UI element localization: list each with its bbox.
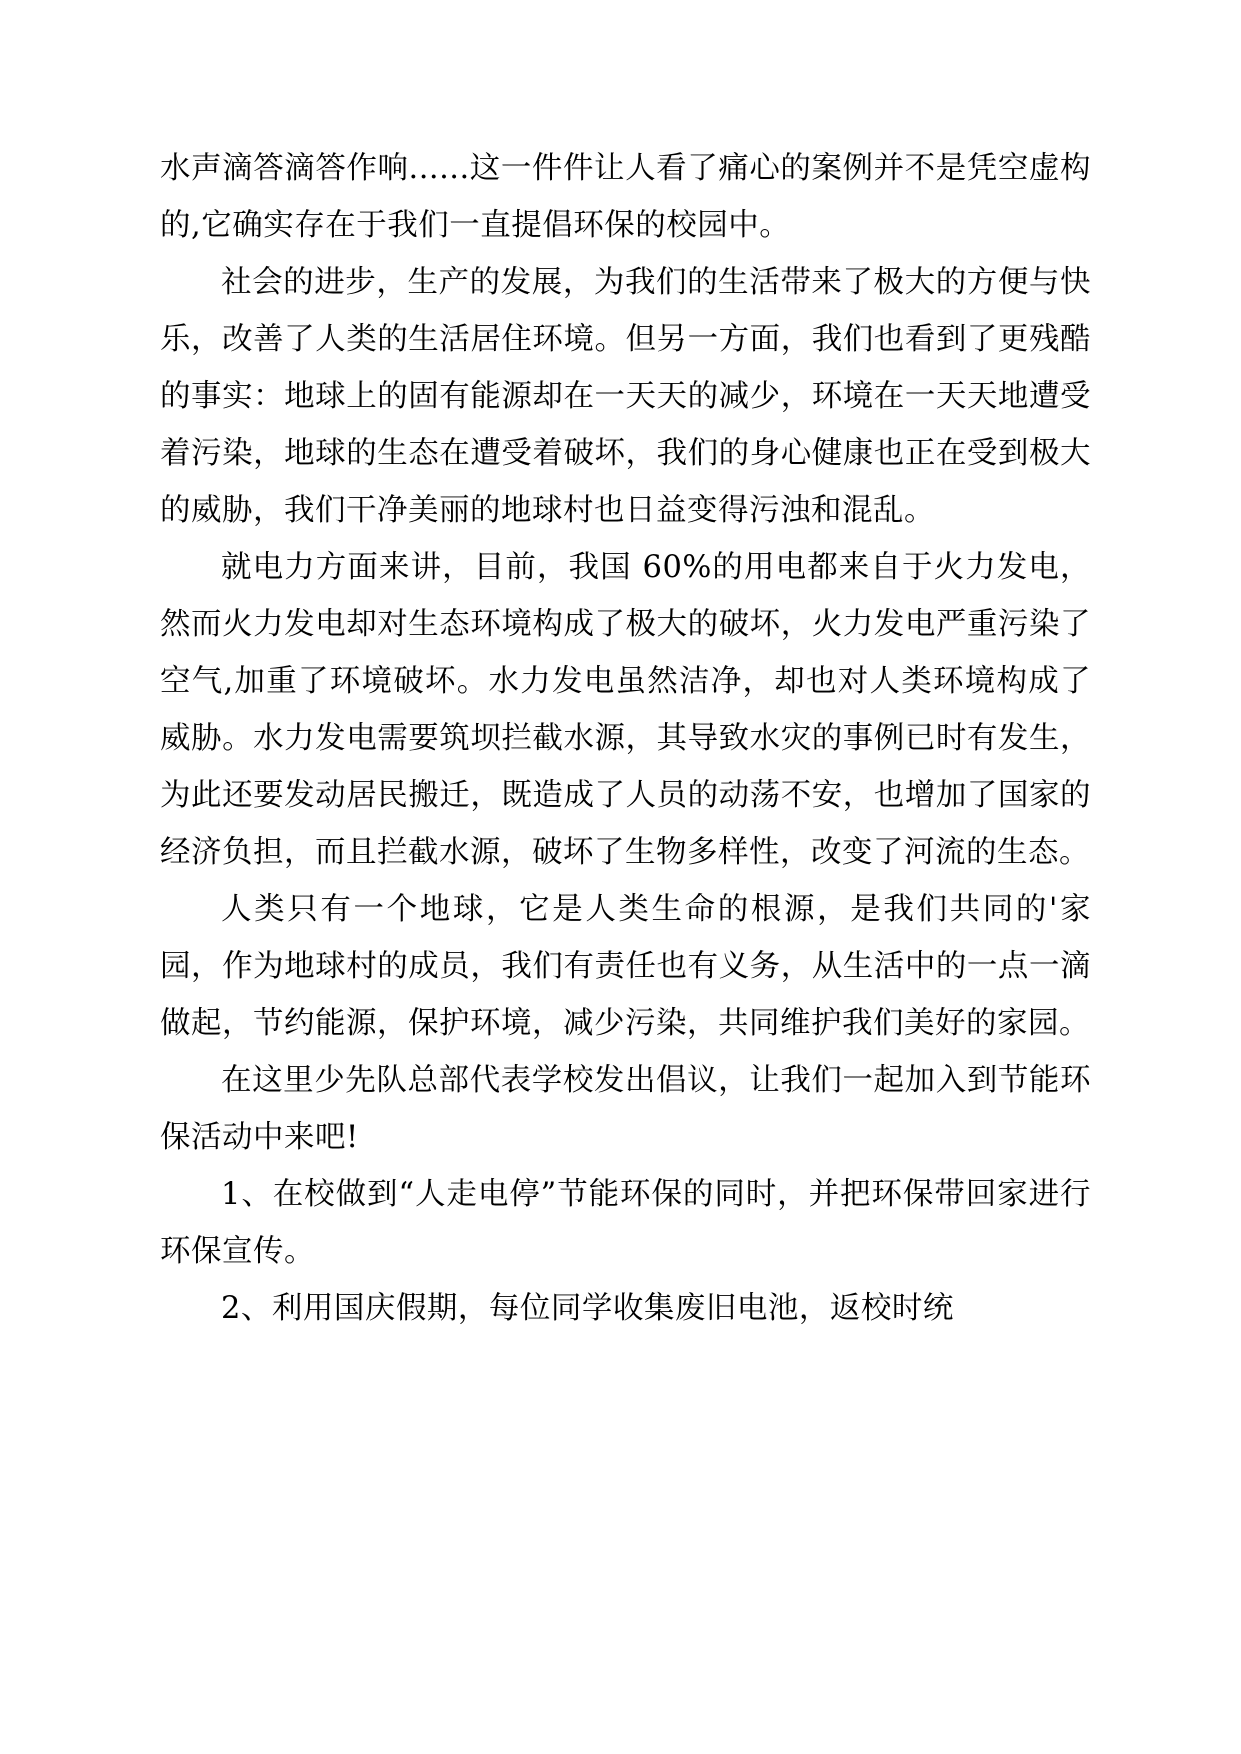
paragraph: 社会的进步，生产的发展，为我们的生活带来了极大的方便与快乐，改善了人类的生活居住环境。但另一方面，我们也看到了更残酷的事实：地球上的固有能源却在一天天的减少，环境在一天天地遭受着污染，地球的生态在遭受着破坏，我们的身心健康也正在受到极大的威胁，我们干净美丽的地球村也日益变得污浊和混乱。 [160, 265, 1091, 528]
paragraph: 人类只有一个地球，它是人类生命的根源，是我们共同的'家园，作为地球村的成员，我们有责任也有义务，从生活中的一点一滴做起，节约能源，保护环境，减少污染，共同维护我们美好的家园。 [160, 892, 1091, 1041]
paragraph: 就电力方面来讲，目前，我国 60%的用电都来自于火力发电，然而火力发电却对生态环境构成了极大的破坏，火力发电严重污染了空气,加重了环境破坏。水力发电虽然洁净，却也对人类环境构成了威胁。水力发电需要筑坝拦截水源，其导致水灾的事例已时有发生，为此还要发动居民搬迁，既造成了人员的动荡不安，也增加了国家的经济负担，而且拦截水源，破坏了生物多样性，改变了河流的生态。 [160, 550, 1091, 870]
paragraph: 1、在校做到“人走电停”节能环保的同时，并把环保带回家进行环保宣传。 [160, 1177, 1091, 1269]
paragraph: 在这里少先队总部代表学校发出倡议，让我们一起加入到节能环保活动中来吧! [160, 1063, 1091, 1155]
paragraph: 水声滴答滴答作响......这一件件让人看了痛心的案例并不是凭空虚构的,它确实存在于我们一直提倡环保的校园中。 [160, 151, 1091, 243]
paragraph: 2、利用国庆假期，每位同学收集废旧电池，返校时统 [221, 1291, 954, 1326]
document-body [160, 140, 1091, 1337]
